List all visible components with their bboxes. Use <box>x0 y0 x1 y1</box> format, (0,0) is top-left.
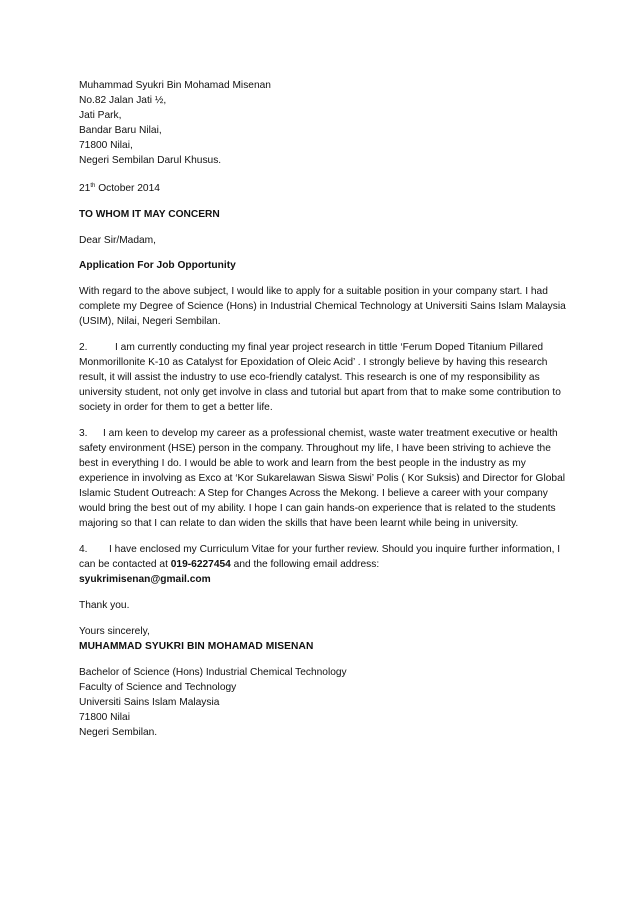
subject-line: Application For Job Opportunity <box>79 260 236 271</box>
address-line: Jati Park, <box>79 110 122 121</box>
sender-address-block <box>79 78 569 168</box>
signature-line: Negeri Sembilan. <box>79 727 158 738</box>
paragraph-3 <box>79 426 569 531</box>
sender-name: Muhammad Syukri Bin Mohamad Misenan <box>79 80 271 91</box>
signature-details <box>79 665 569 740</box>
paragraph-text: I am keen to develop my career as a professional chemist, waste water treatment executive or health safety environment (HSE) person in the company. Throughout my life, I have been striving to achieve the best in everything I do. I would be able to work and learn from the best people in the industry as my experience in involving as Exco at ‘Kor Sukarelawan Siswa Siswi’ Polis ( Kor Suksis) and Director for Global Islamic Student Outreach: A Step for Changes Across the Mekong. I believe a career with your company would bring the best out of my ability. I hope I can gain hands-on experience that is related to the students majoring so that I can relate to dan widen the skills that have been learnt while being in university. <box>79 428 565 529</box>
address-line: No.82 Jalan Jati ½, <box>79 95 167 106</box>
paragraph-number: 3. <box>79 428 88 439</box>
signature-name: MUHAMMAD SYUKRI BIN MOHAMAD MISENAN <box>79 641 314 652</box>
signature-line: Universiti Sains Islam Malaysia <box>79 697 220 708</box>
thanks-line: Thank you. <box>79 600 130 611</box>
letter-date <box>79 181 569 196</box>
email-address[interactable]: syukrimisenan@gmail.com <box>79 574 211 585</box>
date-suffix: th <box>90 183 96 189</box>
paragraph-2 <box>79 340 569 415</box>
phone-number: 019-6227454 <box>170 559 231 570</box>
signature-line: Faculty of Science and Technology <box>79 682 237 693</box>
signature-line: 71800 Nilai <box>79 712 130 723</box>
date-rest: October 2014 <box>95 183 160 194</box>
closing-line: Yours sincerely, <box>79 626 150 637</box>
paragraph-text: I have enclosed my Curriculum Vitae for your further review. Should you inquire further information, I can be contacted at <box>79 544 561 570</box>
address-line: Negeri Sembilan Darul Khusus. <box>79 155 222 166</box>
salutation-heading: TO WHOM IT MAY CONCERN <box>79 209 220 220</box>
greeting: Dear Sir/Madam, <box>79 235 156 246</box>
paragraph-number: 4. <box>79 544 88 555</box>
paragraph-1: With regard to the above subject, I would like to apply for a suitable position in your company start. I had complete my Degree of Science (Hons) in Industrial Chemical Technology at Universiti Sains Islam Malaysia (USIM), Nilai, Negeri Sembilan. <box>79 286 566 327</box>
paragraph-number: 2. <box>79 342 88 353</box>
address-line: 71800 Nilai, <box>79 140 133 151</box>
date-day: 21 <box>79 183 91 194</box>
signature-line: Bachelor of Science (Hons) Industrial Chemical Technology <box>79 667 347 678</box>
paragraph-text: I am currently conducting my final year project research in tittle ‘Ferum Doped Titanium Pillared Monmorillonite K-10 as Catalyst for Epoxidation of Oleic Acid’ . I strongly believe by having this research result, it will assist the industry to use eco-friendly catalyst. This research is one of my responsibility as university student, not only get involve in class and tutorial but apart from that to make some contribution to society in order for them to get a better life. <box>79 342 561 413</box>
paragraph-4 <box>79 542 569 587</box>
address-line: Bandar Baru Nilai, <box>79 125 162 136</box>
paragraph-text: and the following email address: <box>230 559 380 570</box>
letter-body <box>79 78 569 740</box>
